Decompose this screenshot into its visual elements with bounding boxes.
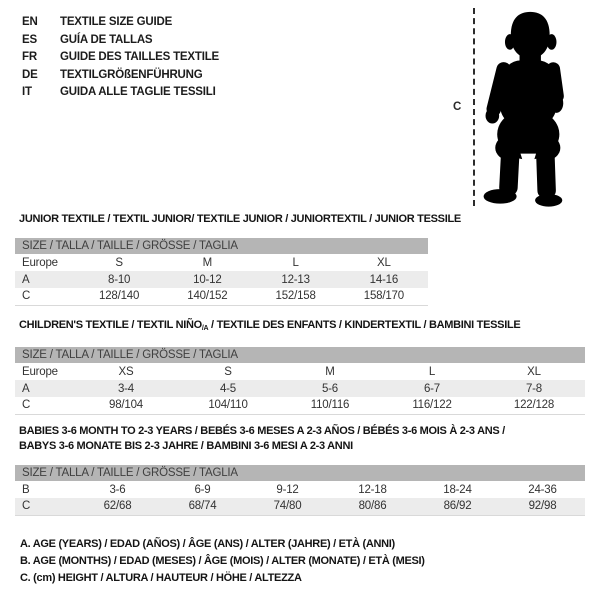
- table-cell: 9-12: [276, 483, 299, 496]
- row-label: A: [22, 273, 30, 286]
- size-table: [15, 363, 585, 415]
- table-cell: 18-24: [443, 483, 472, 496]
- table-title: [15, 424, 585, 454]
- table-title-text: BABIES 3-6 MONTH TO 2-3 YEARS / BEBÉS 3-6 MESES A 2-3 AÑOS / BÉBÉS 3-6 MOIS À 2-3 ANS /: [19, 425, 505, 437]
- table-title: [15, 318, 585, 336]
- size-table-block: [15, 318, 585, 415]
- table-cell: 8-10: [108, 273, 131, 286]
- table-cell: 110/116: [310, 399, 350, 412]
- language-row: [22, 84, 219, 102]
- size-header-bar: SIZE / TALLA / TAILLE / GRÖSSE / TAGLIA: [15, 347, 585, 363]
- table-title-line: [19, 318, 585, 336]
- table-cell: 4-5: [219, 382, 237, 395]
- size-table-block: [15, 424, 585, 516]
- table-title-text: CHILDREN'S TEXTILE / TEXTIL NIÑO: [19, 319, 202, 331]
- table-cell: XL: [527, 365, 541, 378]
- guide-title: TEXTILE SIZE GUIDE: [60, 16, 173, 28]
- table-cell: 104/110: [208, 399, 248, 412]
- table-cell: 140/152: [187, 290, 228, 303]
- table-title-text: JUNIOR TEXTILE / TEXTIL JUNIOR/ TEXTILE JUNIOR / JUNIORTEXTIL / JUNIOR TESSILE: [19, 213, 461, 225]
- row-label: C: [22, 399, 31, 412]
- table-cell: 6-9: [194, 483, 211, 496]
- footnote-line: B. AGE (MONTHS) / EDAD (MESES) / ÂGE (MOIS) / ALTER (MONATE) / ETÀ (MESI): [20, 555, 425, 567]
- table-cell: M: [202, 256, 213, 269]
- table-cell: 5-6: [321, 382, 339, 395]
- table-title-text: / TEXTILE DES ENFANTS / KINDERTEXTIL / BAMBINI TESSILE: [208, 319, 521, 331]
- table-cell: L: [292, 256, 299, 269]
- size-table: [15, 254, 428, 306]
- table-cell: 128/140: [99, 290, 140, 303]
- language-code: IT: [22, 86, 32, 98]
- footnote-line: C. (cm) HEIGHT / ALTURA / HAUTEUR / HÖHE / ALTEZZA: [20, 572, 302, 584]
- table-cell: 158/170: [363, 290, 404, 303]
- table-cell: 14-16: [369, 273, 399, 286]
- table-title-line: [19, 439, 585, 454]
- guide-title: GUÍA DE TALLAS: [60, 33, 153, 46]
- table-row: [15, 288, 428, 305]
- table-cell: 152/158: [275, 290, 316, 303]
- table-row: [15, 363, 585, 380]
- table-cell: 68/74: [188, 500, 217, 513]
- height-measure-label: C: [453, 101, 462, 113]
- language-row: [22, 14, 219, 32]
- table-row: [15, 271, 428, 288]
- size-table-body: [15, 481, 585, 515]
- height-measure-line: [473, 8, 475, 206]
- table-cell: 12-18: [358, 483, 387, 496]
- row-label: Europe: [22, 256, 58, 269]
- language-row: [22, 67, 219, 85]
- size-table-block: [15, 212, 461, 306]
- table-row: [15, 254, 428, 271]
- toddler-silhouette-icon: [482, 6, 594, 210]
- table-cell: 3-6: [109, 483, 126, 496]
- row-label: C: [22, 500, 31, 513]
- table-title-text: /A: [201, 325, 209, 332]
- table-row: [15, 397, 585, 414]
- language-code: FR: [22, 51, 37, 63]
- table-cell: 12-13: [281, 273, 310, 286]
- row-label: A: [22, 382, 30, 395]
- table-row: [15, 498, 585, 515]
- language-code: DE: [22, 68, 38, 81]
- table-cell: 6-7: [423, 382, 441, 395]
- table-cell: 74/80: [273, 500, 302, 513]
- table-cell: M: [325, 365, 335, 378]
- table-cell: 3-4: [117, 382, 135, 395]
- guide-title: GUIDA ALLE TAGLIE TESSILI: [60, 86, 216, 98]
- table-cell: XL: [377, 256, 391, 269]
- table-cell: 10-12: [193, 273, 222, 286]
- footnote-line: A. AGE (YEARS) / EDAD (AÑOS) / ÂGE (ANS) / ALTER (JAHRE) / ETÀ (ANNI): [20, 538, 395, 550]
- table-cell: 86/92: [443, 500, 472, 513]
- size-table: [15, 481, 585, 516]
- table-title: [15, 212, 461, 227]
- table-cell: S: [115, 256, 123, 269]
- table-cell: XS: [118, 365, 134, 378]
- table-cell: L: [428, 365, 436, 378]
- table-cell: S: [224, 365, 232, 378]
- table-cell: 98/104: [109, 399, 143, 412]
- table-cell: 24-36: [528, 483, 557, 496]
- language-code: EN: [22, 16, 38, 28]
- size-table-body: [15, 363, 585, 414]
- size-header-bar: SIZE / TALLA / TAILLE / GRÖSSE / TAGLIA: [15, 238, 428, 254]
- row-label: B: [22, 483, 30, 496]
- table-row: [15, 380, 585, 397]
- row-label: C: [22, 290, 31, 303]
- table-title-line: [19, 424, 585, 439]
- guide-title: TEXTILGRÖßENFÜHRUNG: [60, 68, 203, 81]
- guide-title: GUIDE DES TAILLES TEXTILE: [60, 51, 219, 63]
- table-cell: 80/86: [358, 500, 387, 513]
- table-cell: 122/128: [513, 399, 555, 412]
- size-table-body: [15, 254, 428, 305]
- table-cell: 62/68: [103, 500, 132, 513]
- table-title-text: BABYS 3-6 MONATE BIS 2-3 JAHRE / BAMBINI 3-6 MESI A 2-3 ANNI: [19, 440, 353, 452]
- row-label: Europe: [22, 365, 58, 378]
- size-header-bar: SIZE / TALLA / TAILLE / GRÖSSE / TAGLIA: [15, 465, 585, 481]
- table-cell: 7-8: [525, 382, 543, 395]
- language-code: ES: [22, 33, 37, 46]
- table-cell: 116/122: [412, 399, 452, 412]
- measurement-footnotes: [20, 536, 425, 587]
- table-cell: 92/98: [528, 500, 557, 513]
- language-row: [22, 49, 219, 67]
- language-row: [22, 32, 219, 50]
- table-title-line: [19, 212, 461, 227]
- table-row: [15, 481, 585, 498]
- language-title-list: [22, 14, 219, 102]
